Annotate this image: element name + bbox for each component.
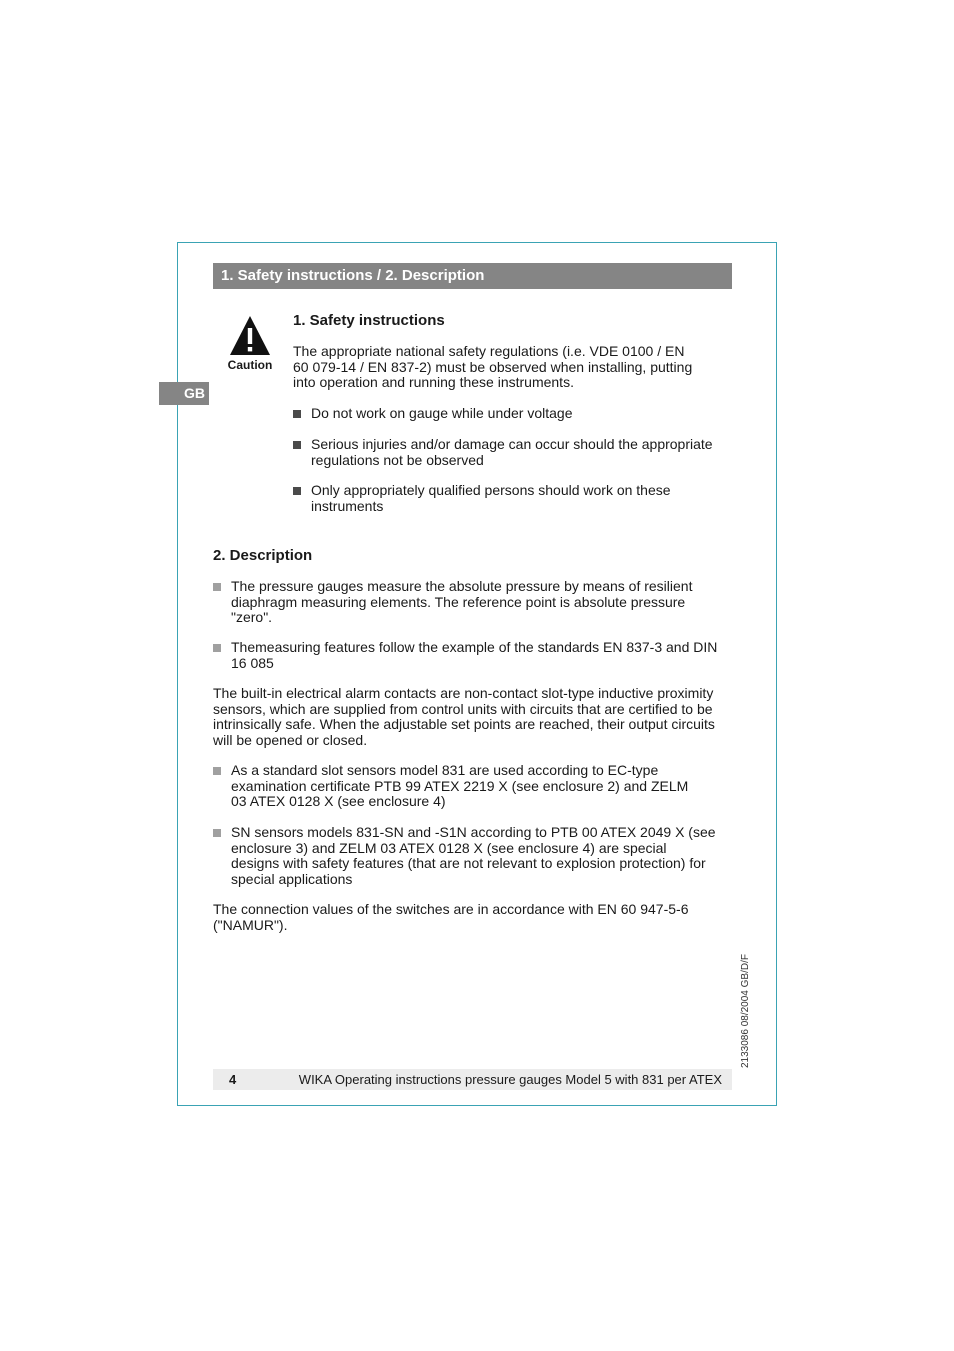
list-item <box>293 437 733 468</box>
list-item <box>213 763 693 810</box>
section-header: 1. Safety instructions / 2. Description <box>213 263 732 289</box>
list-item <box>293 406 733 422</box>
warning-triangle-icon <box>229 314 271 356</box>
safety-heading: 1. Safety instructions <box>293 312 445 329</box>
list-item-text: The pressure gauges measure the absolute pressure by means of resilient diaphragm measuring elements. The reference point is absolute pressure "zero". <box>231 578 693 625</box>
language-tab: GB <box>159 382 209 405</box>
list-item-text: As a standard slot sensors model 831 are used according to EC-type examination certificate PTB 99 ATEX 2219 X (see enclosure 2) and ZELM 03 ATEX 0128 X (see enclosure 4) <box>231 762 689 809</box>
footer-bar <box>213 1069 732 1090</box>
page-number: 4 <box>229 1072 237 1087</box>
list-item-text: Only appropriately qualified persons should work on these instruments <box>311 482 671 514</box>
list-item <box>213 825 718 887</box>
description-heading: 2. Description <box>213 547 313 564</box>
caution-label: Caution <box>227 358 273 372</box>
document-id: 2133086 08/2004 GB/D/F <box>740 954 751 1068</box>
bullet-square-icon <box>213 644 221 652</box>
list-item-text: Serious injuries and/or damage can occur should the appropriate regulations not be observed <box>311 436 713 468</box>
description-paragraph: The built-in electrical alarm contacts are non-contact slot-type inductive proximity sensors, which are supplied from control units with circuits that are certified to be intrinsically safe. When the adjustable set points are reached, their output circuits will be opened or closed. <box>213 685 715 748</box>
list-item <box>213 579 723 626</box>
list-item <box>213 640 723 671</box>
bullet-square-icon <box>293 410 301 418</box>
description-paragraph: The connection values of the switches are in accordance with EN 60 947-5-6 ("NAMUR"). <box>213 901 689 933</box>
safety-intro: The appropriate national safety regulations (i.e. VDE 0100 / EN 60 079-14 / EN 837-2) must be observed when installing, putting into operation and running these instruments. <box>293 343 693 390</box>
bullet-square-icon <box>293 487 301 495</box>
bullet-square-icon <box>293 441 301 449</box>
bullet-square-icon <box>213 583 221 591</box>
list-item-text: SN sensors models 831-SN and -S1N according to PTB 00 ATEX 2049 X (see enclosure 3) and ZELM 03 ATEX 0128 X (see enclosure 4) are special designs with safety features (that are not relevant to explosion protection) for special applications <box>231 824 716 887</box>
list-item-text: Do not work on gauge while under voltage <box>311 405 573 421</box>
bullet-square-icon <box>213 829 221 837</box>
list-item-text: Themeasuring features follow the example of the standards EN 837-3 and DIN 16 085 <box>231 639 718 671</box>
caution-block <box>222 314 278 372</box>
list-item <box>293 483 703 514</box>
footer-title: WIKA Operating instructions pressure gauges Model 5 with 831 per ATEX <box>298 1072 722 1087</box>
bullet-square-icon <box>213 767 221 775</box>
